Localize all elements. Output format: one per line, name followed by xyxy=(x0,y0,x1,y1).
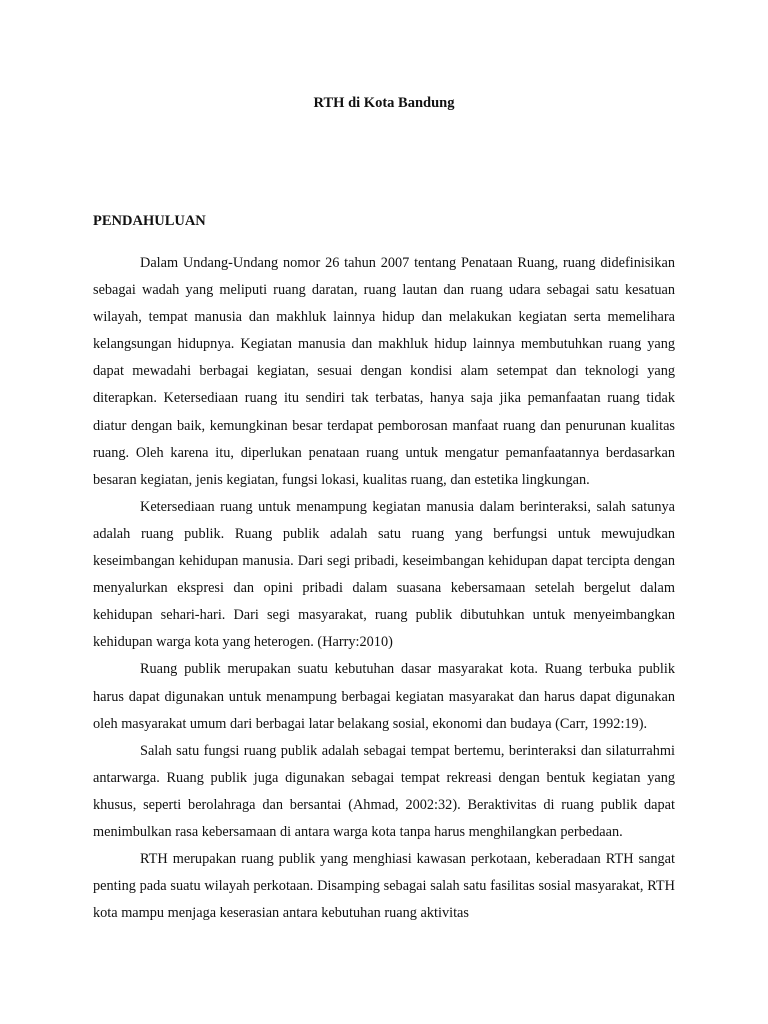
paragraph: Dalam Undang-Undang nomor 26 tahun 2007 tentang Penataan Ruang, ruang didefinisikan sebagai wadah yang meliputi ruang daratan, ruang lautan dan ruang udara sebagai satu kesatuan wilayah, tempat manusia dan makhluk lainnya hidup dan melakukan kegiatan serta memelihara kelangsungan hidupnya. Kegiatan manusia dan makhluk hidup lainnya membutuhkan ruang yang dapat mewadahi berbagai kegiatan, sesuai dengan kondisi alam setempat dan teknologi yang diterapkan. Ketersediaan ruang itu sendiri tak terbatas, hanya saja jika pemanfaatan ruang tidak diatur dengan baik, kemungkinan besar terdapat pemborosan manfaat ruang dan penurunan kualitas ruang. Oleh karena itu, diperlukan penataan ruang untuk mengatur pemanfaatannya berdasarkan besaran kegiatan, jenis kegiatan, fungsi lokasi, kualitas ruang, dan estetika lingkungan. xyxy=(93,255,675,488)
paragraph: Ruang publik merupakan suatu kebutuhan dasar masyarakat kota. Ruang terbuka publik harus dapat digunakan untuk menampung berbagai kegiatan masyarakat dan harus dapat digunakan oleh masyarakat umum dari berbagai latar belakang sosial, ekonomi dan budaya (Carr, 1992:19). xyxy=(93,661,675,732)
paragraph: Salah satu fungsi ruang publik adalah sebagai tempat bertemu, berinteraksi dan silaturrahmi antarwarga. Ruang publik juga digunakan sebagai tempat rekreasi dengan bentuk kegiatan yang khusus, seperti berolahraga dan bersantai (Ahmad, 2002:32). Beraktivitas di ruang publik dapat menimbulkan rasa kebersamaan di antara warga kota tanpa harus menghilangkan perbedaan. xyxy=(93,742,675,840)
paragraph: Ketersediaan ruang untuk menampung kegiatan manusia dalam berinteraksi, salah satunya adalah ruang publik. Ruang publik adalah satu ruang yang berfungsi untuk mewujudkan keseimbangan kehidupan manusia. Dari segi pribadi, keseimbangan kehidupan dapat tercipta dengan menyalurkan ekspresi dan opini pribadi dalam suasana kebersamaan setelah bergelut dalam kehidupan sehari-hari. Dari segi masyarakat, ruang publik dibutuhkan untuk menyeimbangkan kehidupan warga kota yang heterogen. (Harry:2010) xyxy=(93,498,675,651)
document-body xyxy=(93,250,675,927)
paragraph: RTH merupakan ruang publik yang menghiasi kawasan perkotaan, keberadaan RTH sangat penting pada suatu wilayah perkotaan. Disamping sebagai salah satu fasilitas sosial masyarakat, RTH kota mampu menjaga keserasian antara kebutuhan ruang aktivitas xyxy=(93,851,675,922)
document-title: RTH di Kota Bandung xyxy=(313,95,455,111)
section-heading: PENDAHULUAN xyxy=(93,213,206,229)
